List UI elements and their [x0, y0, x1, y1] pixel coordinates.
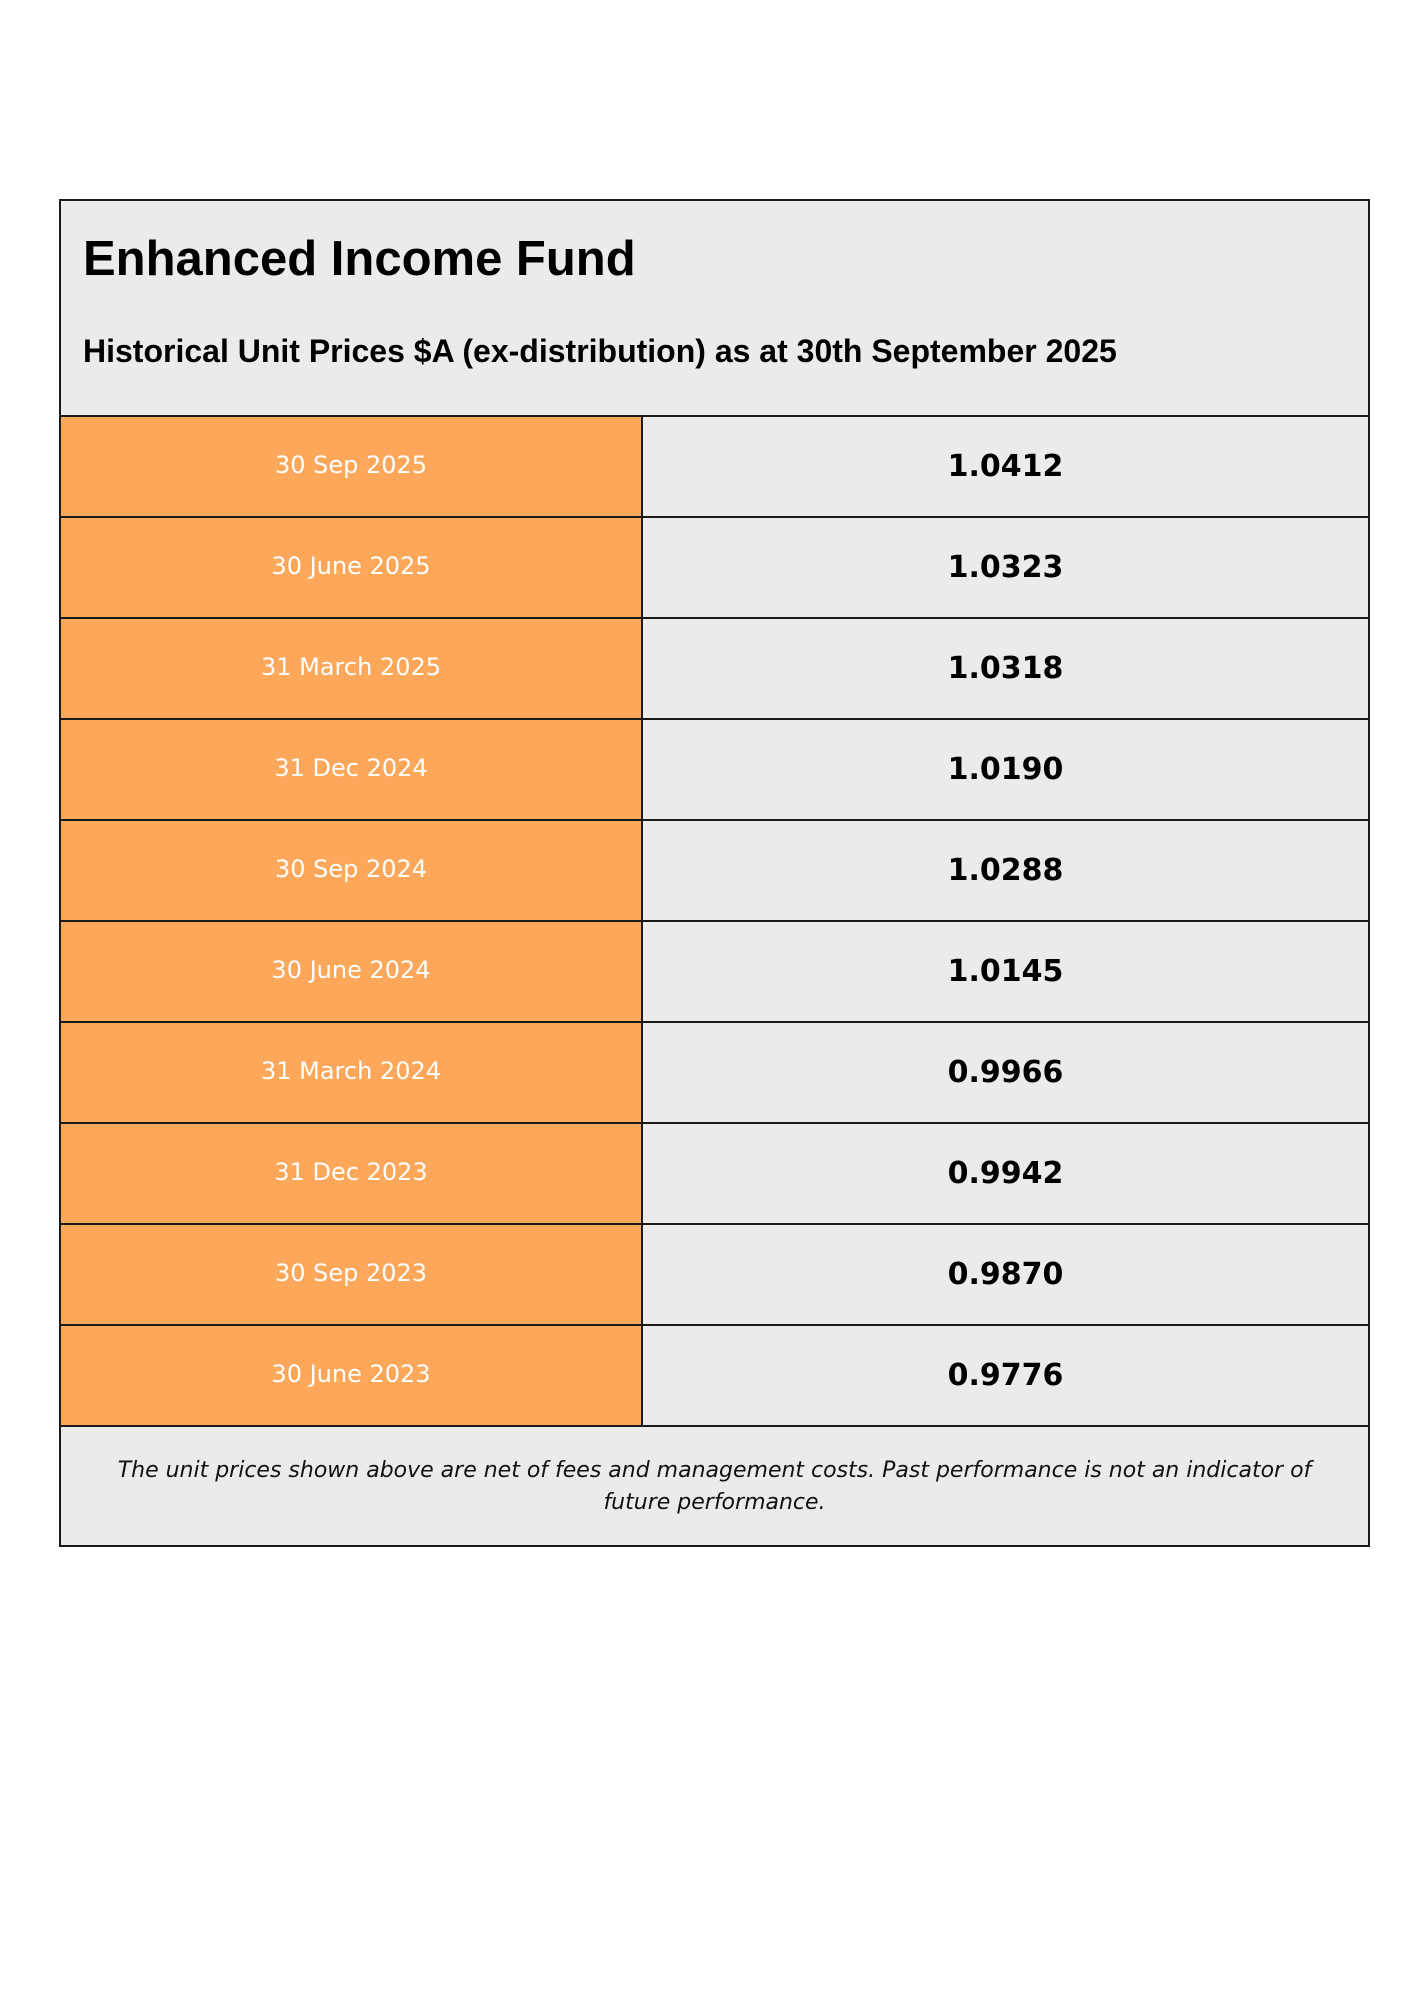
price-cell: 0.9966: [643, 1023, 1368, 1122]
date-cell: 31 March 2024: [61, 1023, 643, 1122]
table-header: [61, 201, 1368, 417]
date-cell: 31 Dec 2024: [61, 720, 643, 819]
price-cell: 0.9942: [643, 1124, 1368, 1223]
table-row: [61, 417, 1368, 518]
price-cell: 1.0190: [643, 720, 1368, 819]
disclaimer-footnote: The unit prices shown above are net of fees and management costs. Past performance is not an indicator of future performance.: [61, 1427, 1368, 1545]
date-cell: 30 Sep 2024: [61, 821, 643, 920]
date-cell: 31 Dec 2023: [61, 1124, 643, 1223]
unit-price-table: [59, 199, 1370, 1547]
table-row: [61, 821, 1368, 922]
date-cell: 30 Sep 2023: [61, 1225, 643, 1324]
fund-title: Enhanced Income Fund: [83, 232, 636, 286]
table-row: [61, 1023, 1368, 1124]
price-cell: 0.9776: [643, 1326, 1368, 1425]
table-row: [61, 1225, 1368, 1326]
price-cell: 0.9870: [643, 1225, 1368, 1324]
date-cell: 30 June 2025: [61, 518, 643, 617]
table-row: [61, 922, 1368, 1023]
table-subtitle: Historical Unit Prices $A (ex-distribution) as at 30th September 2025: [83, 333, 1117, 370]
price-cell: 1.0288: [643, 821, 1368, 920]
table-row: [61, 518, 1368, 619]
price-cell: 1.0145: [643, 922, 1368, 1021]
date-cell: 30 Sep 2025: [61, 417, 643, 516]
table-row: [61, 619, 1368, 720]
price-cell: 1.0412: [643, 417, 1368, 516]
price-cell: 1.0318: [643, 619, 1368, 718]
table-row: [61, 720, 1368, 821]
table-row: [61, 1124, 1368, 1225]
date-cell: 31 March 2025: [61, 619, 643, 718]
price-rows: [61, 417, 1368, 1427]
date-cell: 30 June 2024: [61, 922, 643, 1021]
date-cell: 30 June 2023: [61, 1326, 643, 1425]
table-row: [61, 1326, 1368, 1427]
price-cell: 1.0323: [643, 518, 1368, 617]
